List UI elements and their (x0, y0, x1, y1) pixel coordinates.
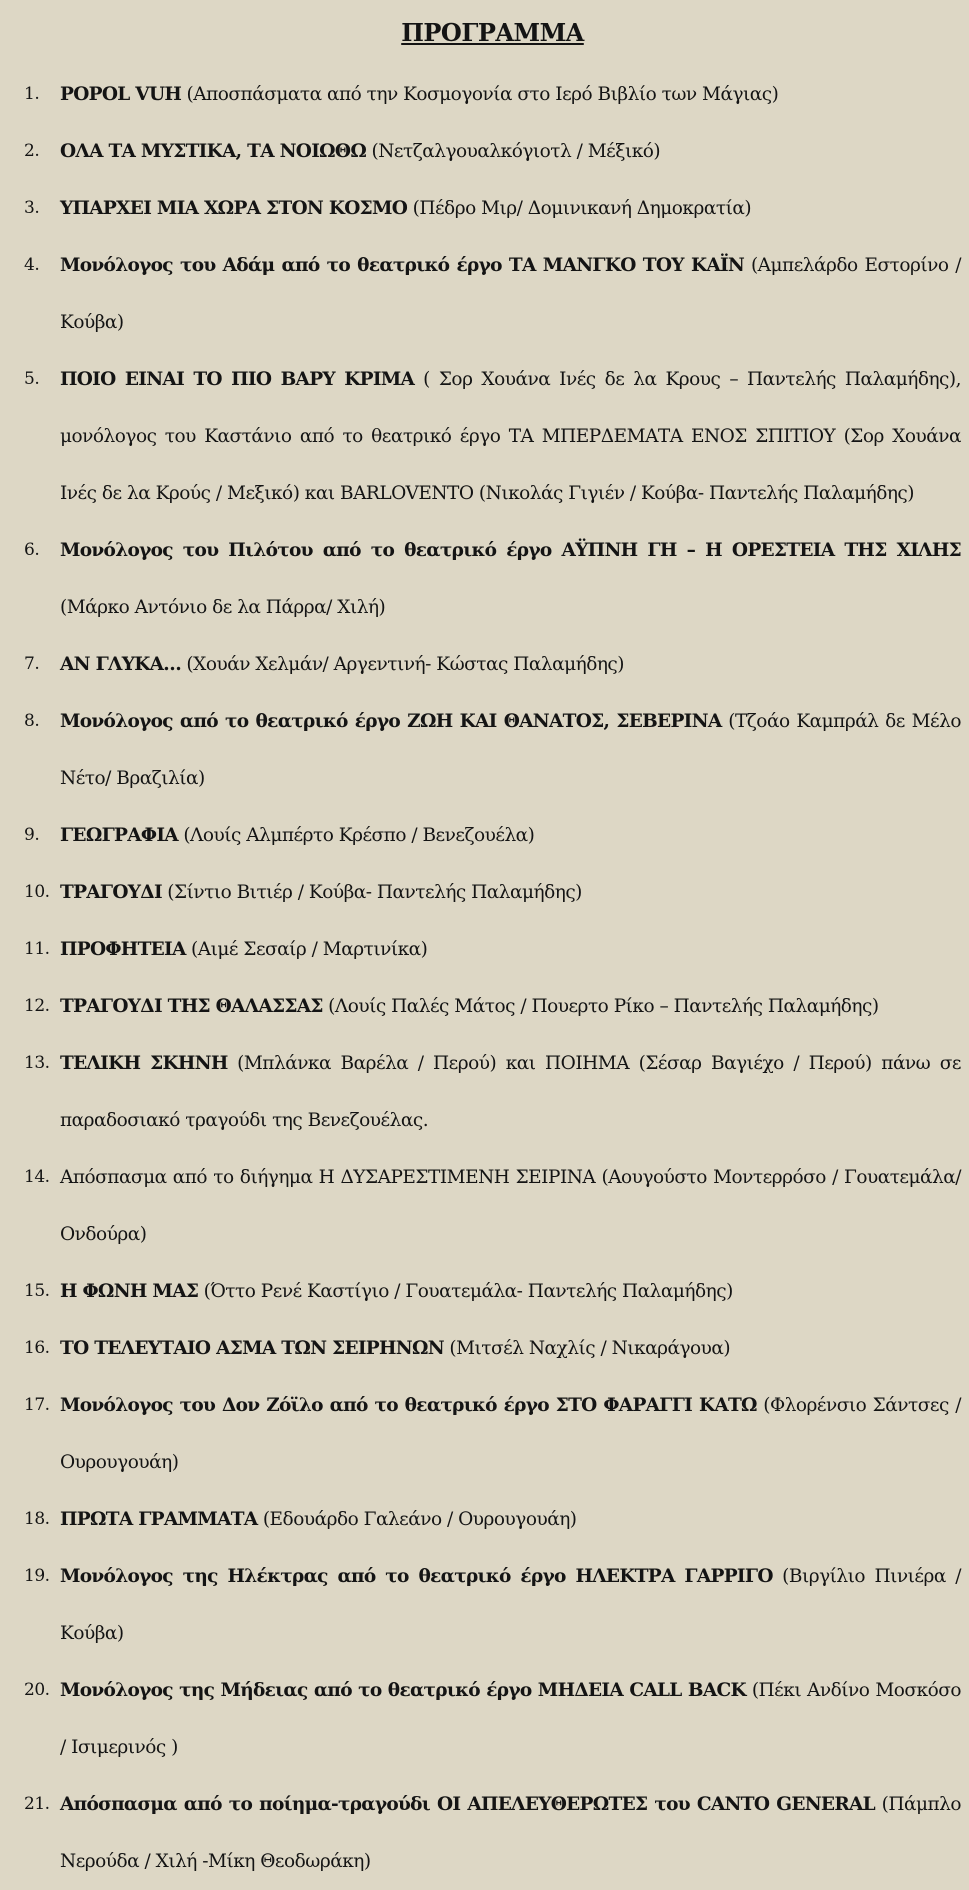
programme-item (24, 123, 961, 180)
item-number: 18. (24, 1509, 50, 1529)
programme-item (24, 522, 961, 636)
item-details: (Σίντιο Βιτιέρ / Κούβα- Παντελής Παλαμήδης) (161, 882, 582, 903)
item-title: Μονόλογος του Δον Ζόϊλο από το θεατρικό έργο ΣΤΟ ΦΑΡΑΓΓΙ ΚΑΤΩ (60, 1395, 757, 1416)
item-details: (Όττο Ρενέ Καστίγιο / Γουατεμάλα- Παντελής Παλαμήδης) (198, 1281, 733, 1302)
programme-item (24, 237, 961, 351)
item-number: 12. (24, 996, 50, 1016)
item-number: 2. (24, 141, 40, 161)
programme-item (24, 1491, 961, 1548)
item-details: Απόσπασμα από το διήγημα Η ΔΥΣΑΡΕΣΤΙΜΕΝΗ ΣΕΙΡΙΝΑ (Αουγούστο Μοντερρόσο / Γουατεμάλα/ Ονδούρα) (60, 1167, 961, 1245)
item-number: 1. (24, 84, 40, 104)
item-number: 15. (24, 1281, 50, 1301)
item-title: Μονόλογος από το θεατρικό έργο ΖΩΗ ΚΑΙ ΘΑΝΑΤΟΣ, ΣΕΒΕΡΙΝΑ (60, 711, 722, 732)
programme-item (24, 978, 961, 1035)
programme-item (24, 180, 961, 237)
item-number: 6. (24, 540, 40, 560)
item-title: ΠΟΙΟ ΕΙΝΑΙ ΤΟ ΠΙΟ ΒΑΡΥ ΚΡΙΜΑ (60, 369, 415, 390)
item-details: (Τζοάο Καμπράλ δε Μέλο Νέτο/ Βραζιλία) (60, 711, 961, 789)
item-number: 3. (24, 198, 40, 218)
item-title: ΤΡΑΓΟΥΔΙ (60, 882, 162, 903)
programme-item (24, 1035, 961, 1149)
item-title: ΠΡΩΤΑ ΓΡΑΜΜΑΤΑ (60, 1509, 258, 1530)
item-title: ΓΕΩΓΡΑΦΙΑ (60, 825, 178, 846)
item-details: (Αιμέ Σεσαίρ / Μαρτινίκα) (185, 939, 428, 960)
item-title: Απόσπασμα από το ποίημα-τραγούδι ΟΙ ΑΠΕΛΕΥΘΕΡΩΤΕΣ του CANTO GENERAL (60, 1794, 875, 1815)
item-details: (Πέδρο Μιρ/ Δομινικανή Δημοκρατία) (407, 198, 752, 219)
programme-item (24, 66, 961, 123)
item-number: 14. (24, 1167, 50, 1187)
item-number: 21. (24, 1794, 50, 1814)
item-number: 17. (24, 1395, 50, 1415)
item-title: Μονόλογος της Ηλέκτρας από το θεατρικό έργο ΗΛΕΚΤΡΑ ΓΑΡΡΙΓΟ (60, 1566, 773, 1587)
programme-item (24, 1776, 961, 1890)
item-details: ( Σορ Χουάνα Ινές δε λα Κρους – Παντελής Παλαμήδης), μονόλογος του Καστάνιο από το θεατρικό έργο ΤΑ ΜΠΕΡΔΕΜΑΤΑ ΕΝΟΣ ΣΠΙΤΙΟΥ (Σορ Χουάνα Ινές δε λα Κρούς / Μεξικό) και BARLOVENTO (Νικολάς Γιγιέν / Κούβα- Παντελής Παλαμήδης) (60, 369, 961, 504)
programme-item (24, 693, 961, 807)
item-title: ΟΛΑ ΤΑ ΜΥΣΤΙΚΑ, ΤΑ ΝΟΙΩΘΩ (60, 141, 367, 162)
programme-item (24, 1662, 961, 1776)
item-details: (Αποσπάσματα από την Κοσμογονία στο Ιερό Βιβλίο των Μάγιας) (181, 84, 779, 105)
programme-item (24, 807, 961, 864)
item-details: (Μιτσέλ Ναχλίς / Νικαράγουα) (444, 1338, 731, 1359)
item-details: (Πέκι Ανδίνο Μοσκόσο / Ισιμερινός ) (60, 1680, 962, 1758)
item-details: (Λουίς Αλμπέρτο Κρέσπο / Βενεζουέλα) (177, 825, 535, 846)
item-title: ΑΝ ΓΛΥΚΑ… (60, 654, 182, 675)
item-details: (Μάρκο Αντόνιο δε λα Πάρρα/ Χιλή) (60, 597, 386, 618)
item-number: 4. (24, 255, 40, 275)
item-details: (Χουάν Χελμάν/ Αργεντινή- Κώστας Παλαμήδης) (181, 654, 625, 675)
item-title: Μονόλογος του Πιλότου από το θεατρικό έργο ΑΫΠΝΗ ΓΗ – Η ΟΡΕΣΤΕΙΑ ΤΗΣ ΧΙΛΗΣ (60, 540, 961, 561)
item-title: POPOL VUH (60, 84, 182, 105)
programme-list (24, 66, 961, 1890)
page-title: ΠΡΟΓΡΑΜΜΑ (401, 18, 584, 47)
item-title: Η ΦΩΝΗ ΜΑΣ (60, 1281, 199, 1302)
item-number: 8. (24, 711, 40, 731)
item-number: 10. (24, 882, 50, 902)
programme-item (24, 921, 961, 978)
programme-item (24, 351, 961, 522)
programme-item (24, 1548, 961, 1662)
programme-item (24, 636, 961, 693)
programme-item (24, 864, 961, 921)
item-number: 7. (24, 654, 40, 674)
item-title: Μονόλογος του Αδάμ από το θεατρικό έργο ΤΑ ΜΑΝΓΚΟ ΤΟΥ ΚΑΪΝ (60, 255, 745, 276)
programme-item (24, 1263, 961, 1320)
item-number: 13. (24, 1053, 50, 1073)
programme-item (24, 1149, 961, 1263)
item-title: ΤΡΑΓΟΥΔΙ ΤΗΣ ΘΑΛΑΣΣΑΣ (60, 996, 323, 1017)
item-number: 9. (24, 825, 40, 845)
item-details: (Εδουάρδο Γαλεάνο / Ουρουγουάη) (257, 1509, 577, 1530)
item-details: (Φλορένσιο Σάντσες / Ουρουγουάη) (60, 1395, 961, 1473)
item-details: (Μπλάνκα Βαρέλα / Περού) και ΠΟΙΗΜΑ (Σέσαρ Βαγιέχο / Περού) πάνω σε παραδοσιακό τραγούδι της Βενεζουέλας. (60, 1053, 961, 1131)
item-details: (Αμπελάρδο Εστορίνο / Κούβα) (60, 255, 961, 333)
item-number: 5. (24, 369, 40, 389)
item-details: (Βιργίλιο Πινιέρα / Κούβα) (60, 1566, 961, 1644)
item-title: ΠΡΟΦΗΤΕΙΑ (60, 939, 186, 960)
programme-item (24, 1320, 961, 1377)
item-number: 11. (24, 939, 50, 959)
item-details: (Νετζαλγουαλκόγιοτλ / Μέξικό) (366, 141, 661, 162)
programme-item (24, 1377, 961, 1491)
item-title: Μονόλογος της Μήδειας από το θεατρικό έργο ΜΗΔΕΙΑ CALL BACK (60, 1680, 746, 1701)
item-number: 19. (24, 1566, 50, 1586)
item-title: ΤΟ ΤΕΛΕΥΤΑΙΟ ΑΣΜΑ ΤΩΝ ΣΕΙΡΗΝΩΝ (60, 1338, 444, 1359)
item-details: (Πάμπλο Νερούδα / Χιλή -Μίκη Θεοδωράκη) (60, 1794, 961, 1872)
item-details: (Λουίς Παλές Μάτος / Πουερτο Ρίκο – Παντελής Παλαμήδης) (322, 996, 879, 1017)
item-number: 16. (24, 1338, 50, 1358)
item-title: ΥΠΑΡΧΕΙ ΜΙΑ ΧΩΡΑ ΣΤΟΝ ΚΟΣΜΟ (60, 198, 408, 219)
item-number: 20. (24, 1680, 50, 1700)
item-title: ΤΕΛΙΚΗ ΣΚΗΝΗ (60, 1053, 228, 1074)
